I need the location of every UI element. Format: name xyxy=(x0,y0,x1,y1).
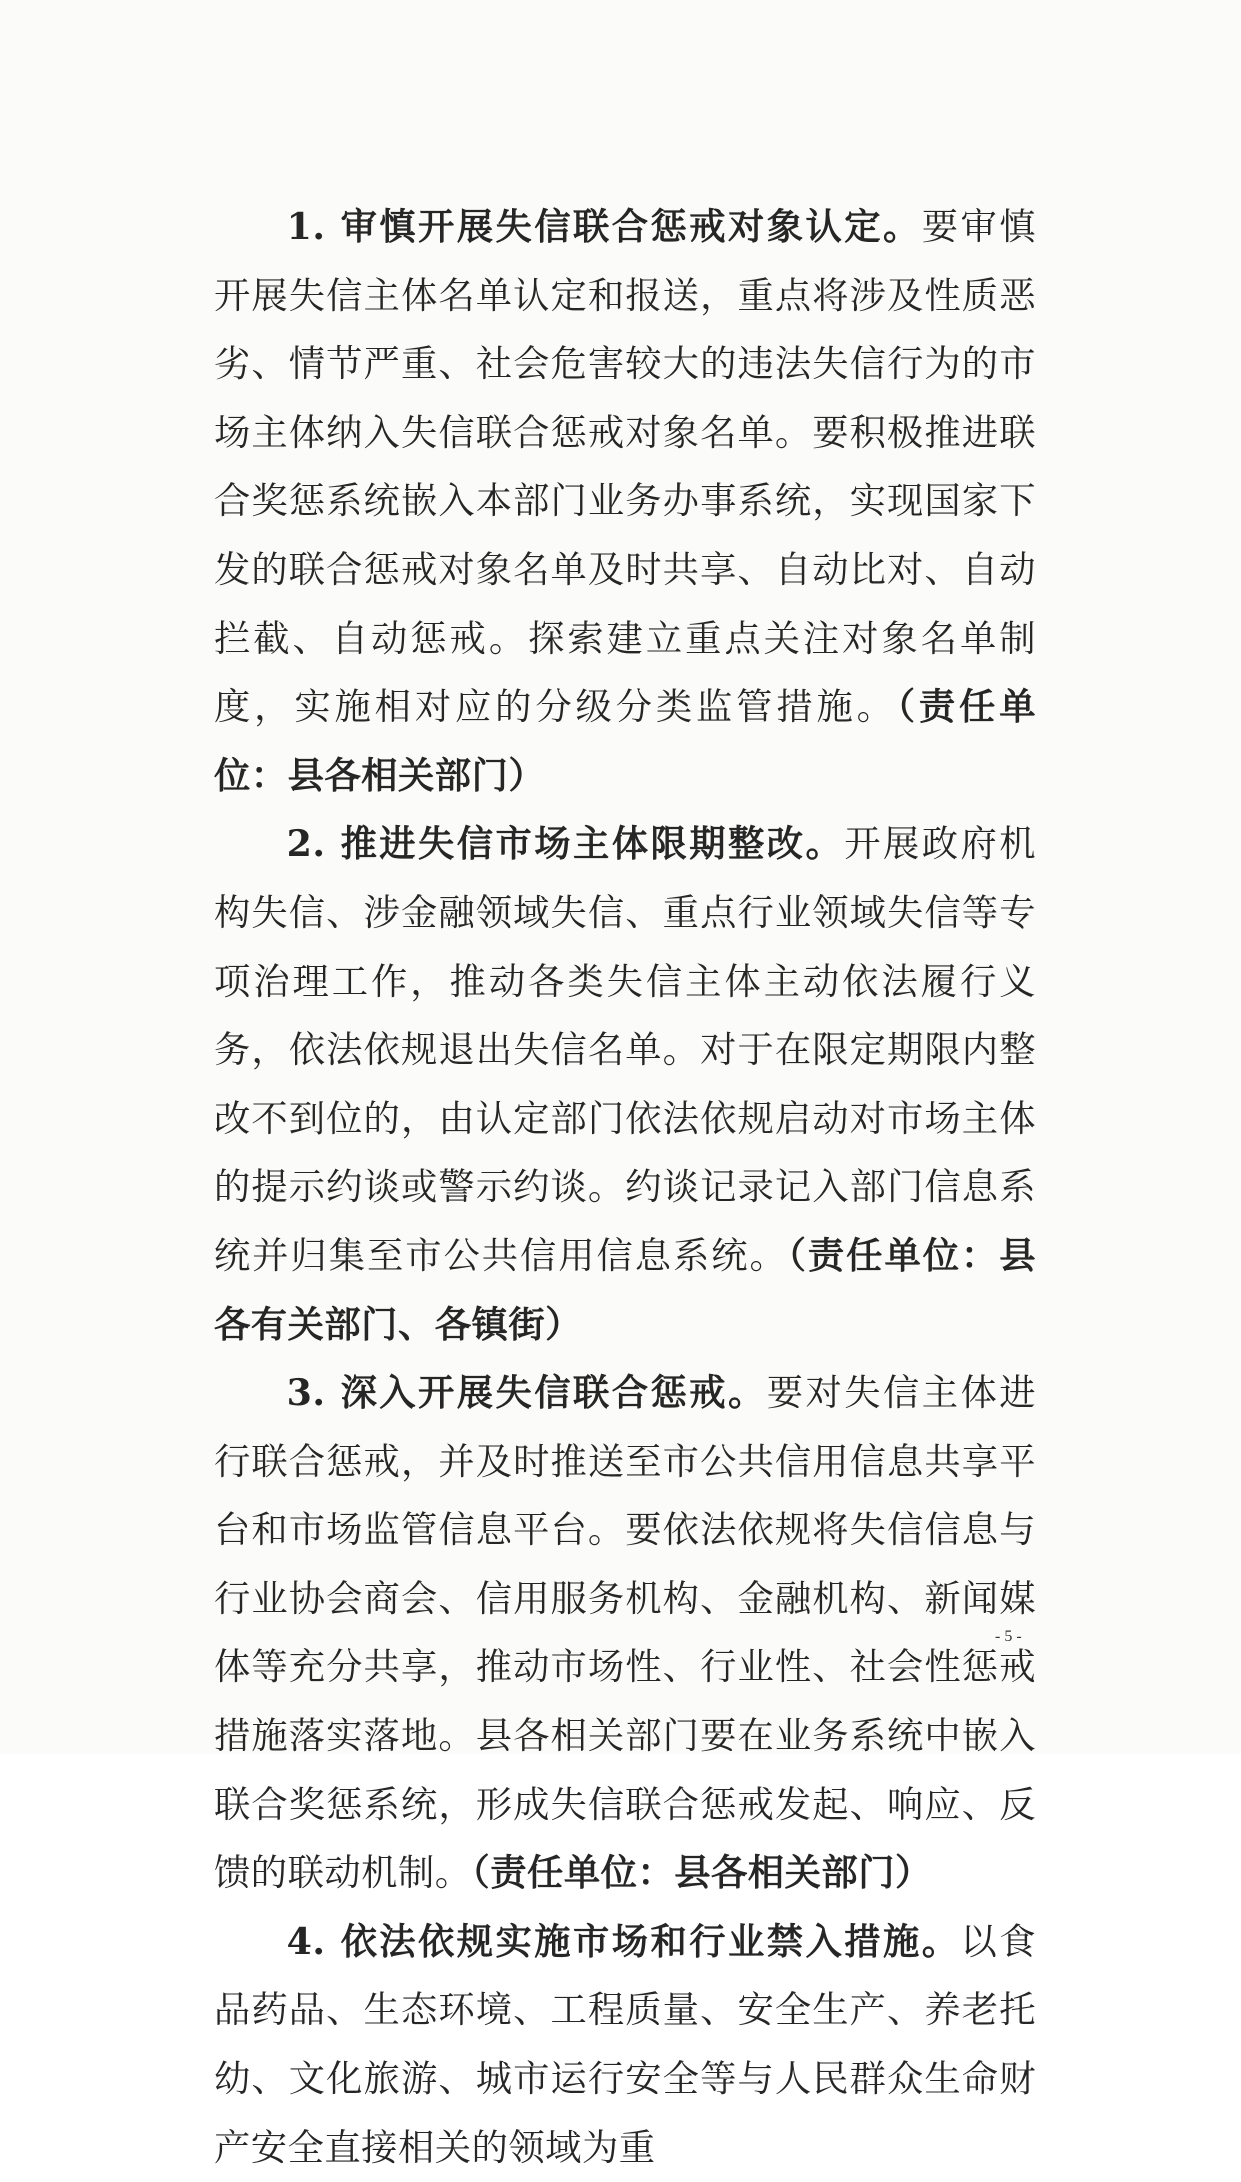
paragraph-4 xyxy=(214,1908,1036,2182)
responsibility-note: （责任单位：县各有关部门、各镇街） xyxy=(214,1233,1037,1346)
responsibility-note: （责任单位：县各相关部门） xyxy=(214,685,1036,797)
paragraph-heading: 1. 审慎开展失信联合惩戒对象认定。 xyxy=(286,205,922,248)
responsibility-note: （责任单位：县各相关部门） xyxy=(471,1851,932,1895)
paragraph-body: 要对失信主体进行联合惩戒，并及时推送至市公共信用信息共享平台和市场监管信息平台。要依法依规将失信信息与行业协会商会、信用服务机构、金融机构、新闻媒体等充分共享，推动市场性、行业性、社会性惩戒措施落实落地。县各相关部门要在业务系统中嵌入联合奖惩系统，形成失信联合惩戒发起、响应、反馈的联动机制。 xyxy=(214,1371,1037,1895)
paragraph-2 xyxy=(214,810,1036,1359)
page-number: - 5 - xyxy=(995,1628,1022,1645)
paragraph-3 xyxy=(214,1359,1036,1908)
paragraph-1 xyxy=(214,193,1036,810)
paragraph-body: 要审慎开展失信主体名单认定和报送，重点将涉及性质恶劣、情节严重、社会危害较大的违法失信行为的市场主体纳入失信联合惩戒对象名单。要积极推进联合奖惩系统嵌入本部门业务办事系统，实现国家下发的联合惩戒对象名单及时共享、自动比对、自动拦截、自动惩戒。探索建立重点关注对象名单制度，实施相对应的分级分类监管措施。 xyxy=(214,205,1037,729)
paragraph-heading: 2. 推进失信市场主体限期整改。 xyxy=(286,822,845,866)
paragraph-heading: 4. 依法依规实施市场和行业禁入措施。 xyxy=(286,1919,961,1963)
paragraph-body: 以食品药品、生态环境、工程质量、安全生产、养老托幼、文化旅游、城市运行安全等与人民群众生命财产安全直接相关的领域为重 xyxy=(214,1919,1037,2169)
paragraph-heading: 3. 深入开展失信联合惩戒。 xyxy=(286,1371,767,1415)
paragraph-body: 开展政府机构失信、涉金融领域失信、重点行业领域失信等专项治理工作，推动各类失信主体主动依法履行义务，依法依规退出失信名单。对于在限定期限内整改不到位的，由认定部门依法依规启动对市场主体的提示约谈或警示约谈。约谈记录记入部门信息系统并归集至市公共信用信息系统。 xyxy=(214,822,1037,1277)
